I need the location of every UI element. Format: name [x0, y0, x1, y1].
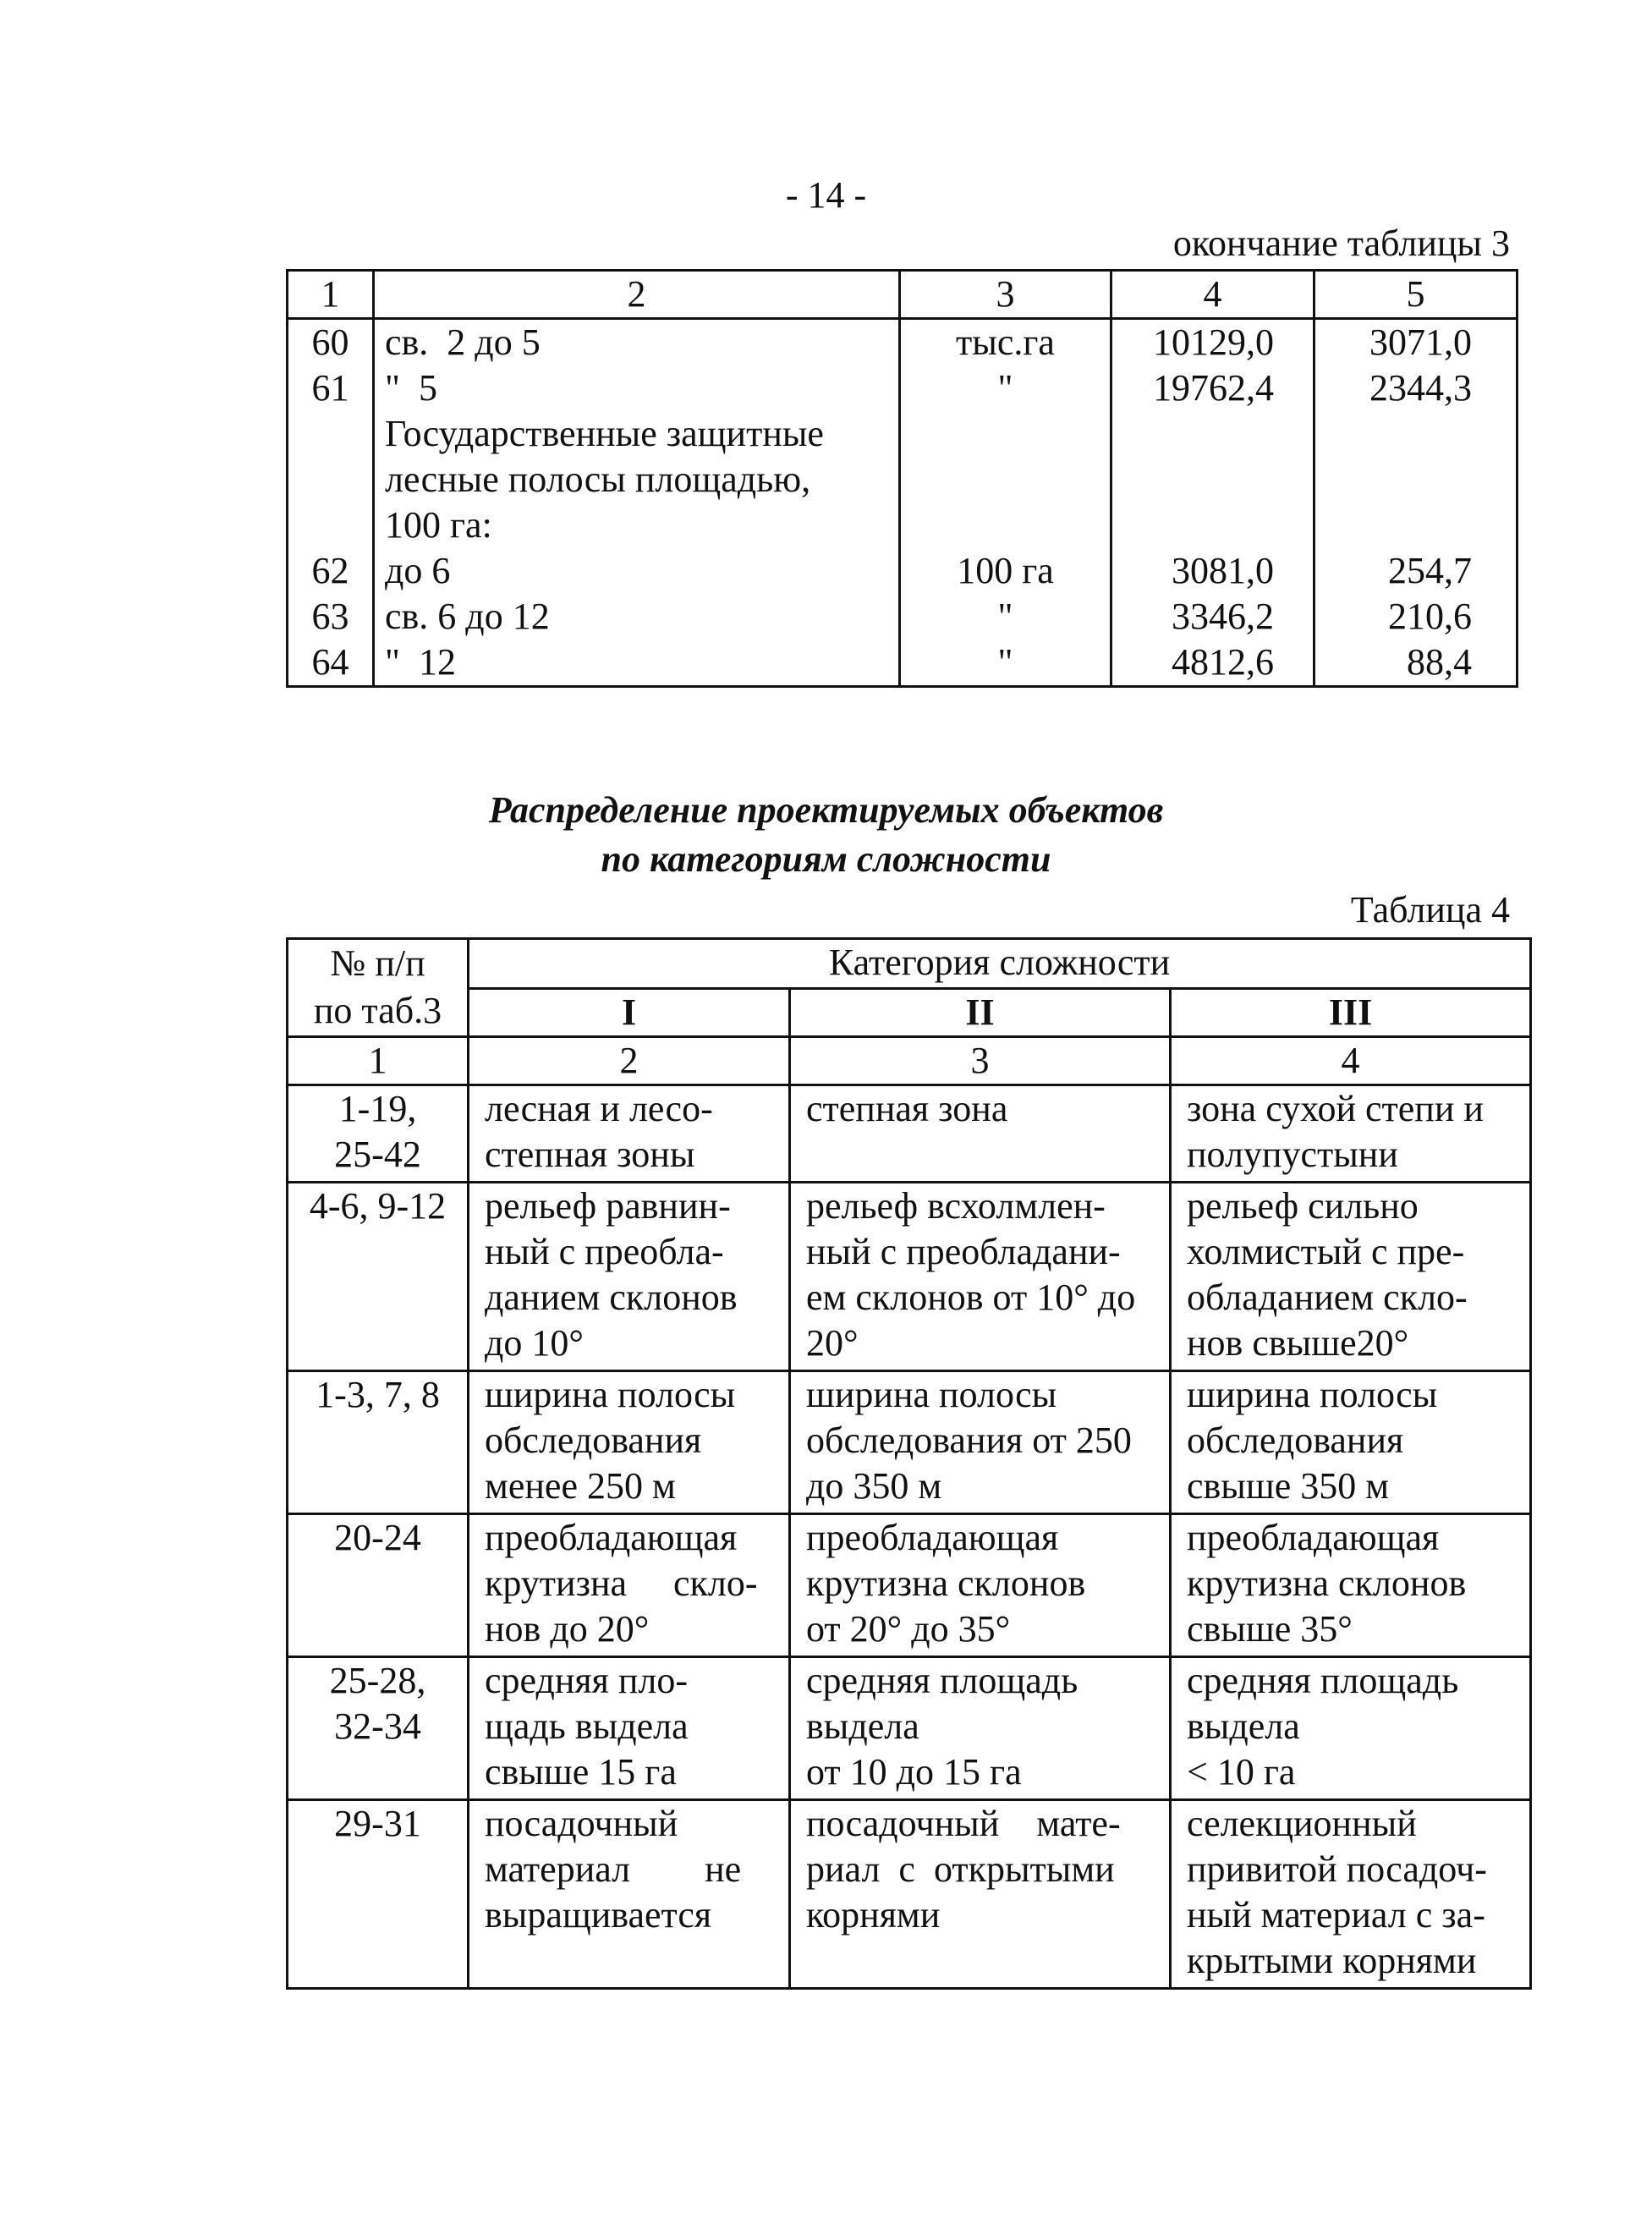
- cell-line: преобладающая: [485, 1517, 738, 1558]
- cell-line: свыше 15 га: [485, 1751, 677, 1793]
- table-row: [288, 319, 1518, 366]
- table4-categories-row: [288, 989, 1531, 1037]
- cell-line: обследования: [1187, 1420, 1404, 1461]
- table-row: [288, 594, 1518, 640]
- row-unit-cell: [900, 502, 1111, 548]
- section-title-line2: по категориям сложности: [601, 838, 1051, 880]
- cell-line: свыше 350 м: [1187, 1465, 1390, 1507]
- table3-header-cell: 3: [900, 271, 1111, 319]
- table-row: [288, 457, 1518, 502]
- cell-line: до 350 м: [806, 1465, 942, 1507]
- table4-header-ref: [288, 939, 469, 1037]
- row-value5-cell: 88,4: [1314, 640, 1518, 687]
- row-unit-cell: [900, 457, 1111, 502]
- cat2-cell: [790, 1514, 1171, 1657]
- row-ref-cell: [288, 1514, 469, 1657]
- row-value4-cell: 4812,6: [1111, 640, 1314, 687]
- table-row: [288, 1800, 1531, 1989]
- row-name-cell: Государственные защитные: [374, 411, 900, 457]
- cell-line: выдела: [806, 1705, 919, 1747]
- cell-line: менее 250 м: [485, 1465, 676, 1507]
- table4-number-cell: 3: [790, 1037, 1171, 1085]
- table4-header-group: Категория сложности: [469, 939, 1531, 989]
- cell-line: выдела: [1187, 1705, 1300, 1747]
- cat1-cell: [469, 1657, 790, 1800]
- row-value5-cell: 254,7: [1314, 548, 1518, 594]
- cell-line: 20-24: [334, 1517, 421, 1558]
- row-unit-cell: тыс.га: [900, 319, 1111, 366]
- row-number-cell: 61: [288, 365, 374, 411]
- table3-header-cell: 5: [1314, 271, 1518, 319]
- table4-header-ref-line: № п/п: [330, 942, 425, 984]
- cat1-cell: [469, 1800, 790, 1989]
- cell-line: ный с преобла-: [485, 1231, 724, 1272]
- cell-line: рельеф сильно: [1187, 1185, 1419, 1227]
- table4-body: [288, 1085, 1531, 1989]
- cell-line: обладанием скло-: [1187, 1277, 1468, 1318]
- row-number-cell: [288, 457, 374, 502]
- cat2-cell: [790, 1371, 1171, 1514]
- cell-line: крутизна склонов: [806, 1562, 1086, 1604]
- cell-line: преобладающая: [1187, 1517, 1440, 1558]
- cell-line: нов до 20°: [485, 1608, 650, 1650]
- row-number-cell: 60: [288, 319, 374, 366]
- row-ref-cell: [288, 1183, 469, 1371]
- row-name-cell: св. 6 до 12: [374, 594, 900, 640]
- cell-line: рельеф всхолмлен-: [806, 1185, 1106, 1227]
- table4-category-3: III: [1171, 989, 1531, 1037]
- table3-header-cell: 2: [374, 271, 900, 319]
- row-value4-cell: 3081,0: [1111, 548, 1314, 594]
- table3-header-cell: 4: [1111, 271, 1314, 319]
- cell-line: степная зоны: [485, 1134, 695, 1175]
- cell-line: 25-28,: [329, 1660, 426, 1701]
- row-number-cell: 63: [288, 594, 374, 640]
- row-ref-cell: [288, 1657, 469, 1800]
- cell-line: степная зона: [806, 1088, 1008, 1129]
- cell-line: 1-3, 7, 8: [316, 1374, 440, 1415]
- cell-line: посадочный мате-: [806, 1803, 1121, 1844]
- row-number-cell: 62: [288, 548, 374, 594]
- row-unit-cell: ": [900, 594, 1111, 640]
- cell-line: ный материал с за-: [1187, 1894, 1485, 1936]
- row-number-cell: [288, 411, 374, 457]
- row-unit-cell: ": [900, 365, 1111, 411]
- cat3-cell: [1171, 1371, 1531, 1514]
- cell-line: ширина полосы: [485, 1374, 736, 1415]
- row-value5-cell: 2344,3: [1314, 365, 1518, 411]
- cell-line: лесная и лесо-: [485, 1088, 713, 1129]
- row-number-cell: 64: [288, 640, 374, 687]
- table3: [286, 269, 1518, 688]
- row-name-cell: лесные полосы площадью,: [374, 457, 900, 502]
- cell-line: крытыми корнями: [1187, 1940, 1477, 1981]
- cell-line: обследования от 250: [806, 1420, 1132, 1461]
- section-title-line1: Распределение проектируемых объектов: [488, 789, 1164, 831]
- cell-line: от 10 до 15 га: [806, 1751, 1022, 1793]
- row-value5-cell: [1314, 502, 1518, 548]
- page-number: - 14 -: [785, 174, 867, 216]
- table3-body: [288, 319, 1518, 687]
- table4-category-2: II: [790, 989, 1171, 1037]
- cell-line: до 10°: [485, 1322, 584, 1364]
- table4-category-1: I: [469, 989, 790, 1037]
- table-row: [288, 411, 1518, 457]
- table4-number-cell: 1: [288, 1037, 469, 1085]
- table-row: [288, 1657, 1531, 1800]
- table4-number-cell: 4: [1171, 1037, 1531, 1085]
- cell-line: нов свыше20°: [1187, 1322, 1409, 1364]
- cell-line: средняя площадь: [806, 1660, 1078, 1701]
- row-value4-cell: [1111, 411, 1314, 457]
- cat2-cell: [790, 1085, 1171, 1183]
- row-ref-cell: [288, 1371, 469, 1514]
- cell-line: выращивается: [485, 1894, 712, 1936]
- cell-line: от 20° до 35°: [806, 1608, 1011, 1650]
- row-ref-cell: [288, 1800, 469, 1989]
- row-name-cell: " 5: [374, 365, 900, 411]
- cell-line: селекционный: [1187, 1803, 1417, 1844]
- row-value5-cell: 210,6: [1314, 594, 1518, 640]
- table3-caption: окончание таблицы 3: [1172, 222, 1510, 264]
- cat1-cell: [469, 1514, 790, 1657]
- cell-line: зона сухой степи и: [1187, 1088, 1484, 1129]
- cell-line: риал с открытыми: [806, 1848, 1115, 1890]
- cell-line: 1-19,: [338, 1088, 417, 1129]
- cat2-cell: [790, 1657, 1171, 1800]
- cell-line: преобладающая: [806, 1517, 1059, 1558]
- table-row: [288, 1371, 1531, 1514]
- row-name-cell: до 6: [374, 548, 900, 594]
- row-name-cell: " 12: [374, 640, 900, 687]
- cell-line: полупустыни: [1187, 1134, 1398, 1175]
- row-name-cell: св. 2 до 5: [374, 319, 900, 366]
- cell-line: данием склонов: [485, 1277, 738, 1318]
- row-value5-cell: [1314, 411, 1518, 457]
- row-value4-cell: [1111, 457, 1314, 502]
- row-value4-cell: 19762,4: [1111, 365, 1314, 411]
- table-row: [288, 1514, 1531, 1657]
- cell-line: посадочный: [485, 1803, 678, 1844]
- table4-number-cell: 2: [469, 1037, 790, 1085]
- cell-line: средняя пло-: [485, 1660, 689, 1701]
- cat2-cell: [790, 1183, 1171, 1371]
- row-unit-cell: 100 га: [900, 548, 1111, 594]
- cell-line: материал не: [485, 1848, 742, 1890]
- table-row: [288, 1183, 1531, 1371]
- cat1-cell: [469, 1183, 790, 1371]
- row-value5-cell: 3071,0: [1314, 319, 1518, 366]
- table4: [286, 937, 1532, 1990]
- row-unit-cell: ": [900, 640, 1111, 687]
- cell-line: средняя площадь: [1187, 1660, 1459, 1701]
- cell-line: холмистый с пре-: [1187, 1231, 1465, 1272]
- table3-header-row: [288, 271, 1518, 319]
- cat3-cell: [1171, 1085, 1531, 1183]
- cell-line: 4-6, 9-12: [309, 1185, 447, 1227]
- table-row: [288, 502, 1518, 548]
- table-row: [288, 548, 1518, 594]
- cell-line: корнями: [806, 1894, 941, 1936]
- cell-line: крутизна скло-: [485, 1562, 758, 1604]
- cat3-cell: [1171, 1183, 1531, 1371]
- cell-line: свыше 35°: [1187, 1608, 1353, 1650]
- table3-header-cell: 1: [288, 271, 374, 319]
- row-value4-cell: 10129,0: [1111, 319, 1314, 366]
- cat3-cell: [1171, 1514, 1531, 1657]
- cell-line: обследования: [485, 1420, 702, 1461]
- cell-line: щадь выдела: [485, 1705, 689, 1747]
- row-unit-cell: [900, 411, 1111, 457]
- cell-line: рельеф равнин-: [485, 1185, 731, 1227]
- cat3-cell: [1171, 1800, 1531, 1989]
- cell-line: 20°: [806, 1322, 859, 1364]
- table4-header-row: [288, 939, 1531, 989]
- cell-line: < 10 га: [1187, 1751, 1296, 1793]
- table-row: [288, 1085, 1531, 1183]
- row-value5-cell: [1314, 457, 1518, 502]
- row-value4-cell: 3346,2: [1111, 594, 1314, 640]
- cat2-cell: [790, 1800, 1171, 1989]
- cell-line: крутизна склонов: [1187, 1562, 1467, 1604]
- cell-line: ный с преобладани-: [806, 1231, 1121, 1272]
- row-value4-cell: [1111, 502, 1314, 548]
- cat1-cell: [469, 1371, 790, 1514]
- cat1-cell: [469, 1085, 790, 1183]
- cell-line: ширина полосы: [1187, 1374, 1438, 1415]
- cell-line: ширина полосы: [806, 1374, 1057, 1415]
- cat3-cell: [1171, 1657, 1531, 1800]
- table4-caption: Таблица 4: [1350, 889, 1510, 931]
- row-name-cell: 100 га:: [374, 502, 900, 548]
- cell-line: 32-34: [334, 1705, 421, 1747]
- table4-numbers-row: [288, 1037, 1531, 1085]
- row-ref-cell: [288, 1085, 469, 1183]
- cell-line: привитой посадоч-: [1187, 1848, 1487, 1890]
- table-row: [288, 365, 1518, 411]
- cell-line: 29-31: [334, 1803, 421, 1844]
- table4-header-ref-line: по таб.3: [313, 990, 442, 1031]
- cell-line: ем склонов от 10° до: [806, 1277, 1136, 1318]
- cell-line: 25-42: [334, 1134, 421, 1175]
- table-row: [288, 640, 1518, 687]
- row-number-cell: [288, 502, 374, 548]
